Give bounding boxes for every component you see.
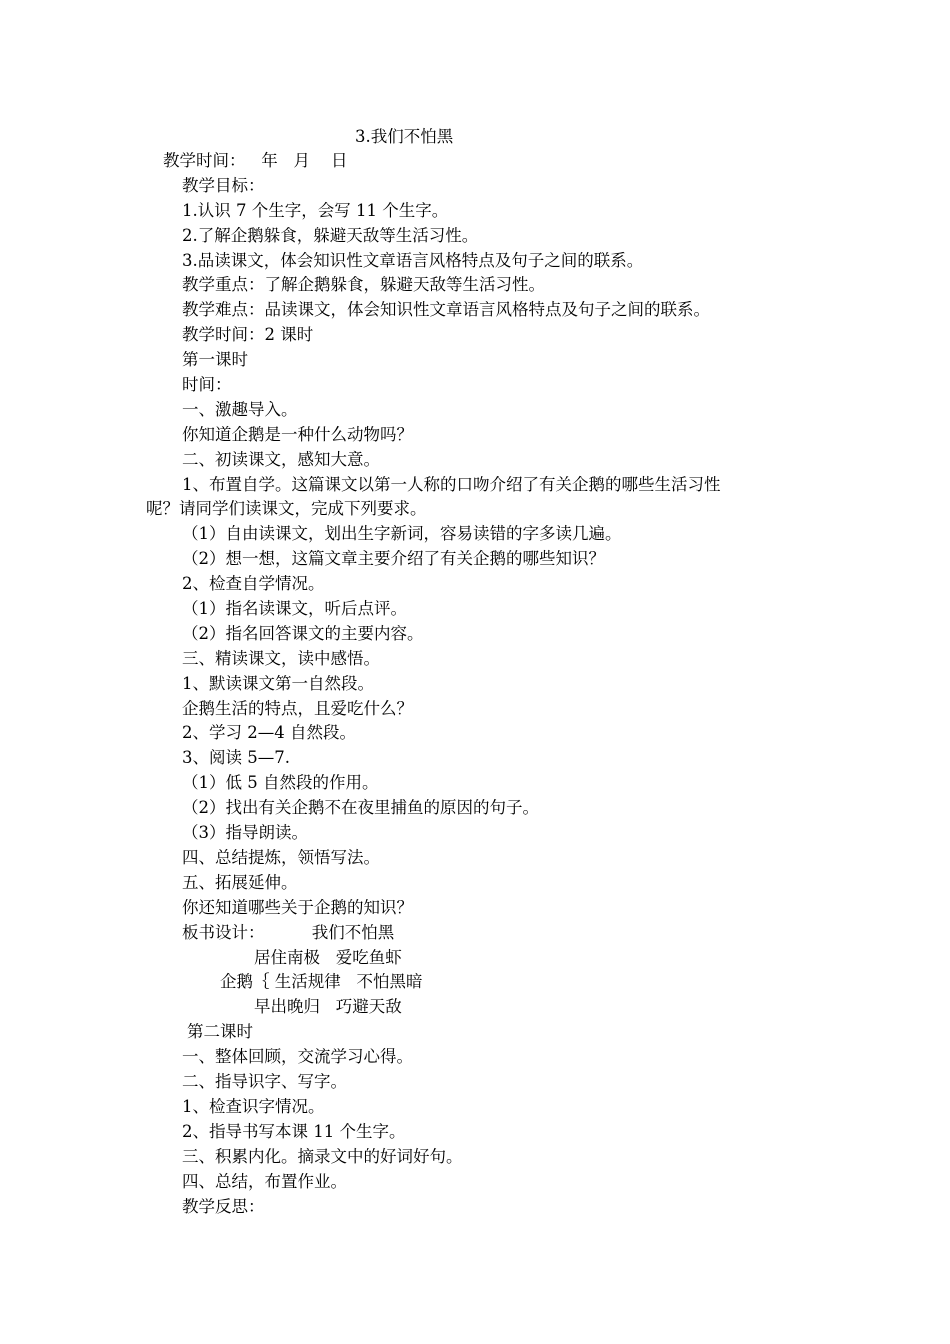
paragraph-line: 你还知道哪些关于企鹅的知识？ (182, 898, 413, 917)
key-points: 教学重点：了解企鹅躲食，躲避天敌等生活习性。 (182, 275, 545, 294)
board-design-row: 早出晚归 巧避天敌 (254, 997, 402, 1016)
paragraph-line: 企鹅生活的特点，且爱吃什么？ (182, 699, 413, 718)
paragraph-line: 你知道企鹅是一种什么动物吗？ (182, 425, 413, 444)
section-heading: 一、整体回顾，交流学习心得。 (182, 1047, 413, 1066)
list-item: （1）指名读课文，听后点评。 (182, 599, 407, 618)
paragraph-line: 3、阅读 5—7. (182, 748, 290, 767)
list-item: （2）指名回答课文的主要内容。 (182, 624, 424, 643)
board-design-row: 企鹅｛ 生活规律 不怕黑暗 (220, 972, 423, 991)
difficult-points: 教学难点：品读课文，体会知识性文章语言风格特点及句子之间的联系。 (182, 300, 710, 319)
list-item: （1）低 5 自然段的作用。 (182, 773, 379, 792)
lesson-2-heading: 第二课时 (187, 1022, 253, 1041)
objective-3: 3.品读课文，体会知识性文章语言风格特点及句子之间的联系。 (182, 251, 644, 270)
board-design-row: 居住南极 爱吃鱼虾 (254, 948, 402, 967)
section-heading: 二、指导识字、写字。 (182, 1072, 347, 1091)
section-heading: 三、精读课文，读中感悟。 (182, 649, 380, 668)
lesson-1-heading: 第一课时 (182, 350, 248, 369)
section-heading: 四、总结提炼，领悟写法。 (182, 848, 380, 867)
section-heading: 三、积累内化。摘录文中的好词好句。 (182, 1147, 463, 1166)
objectives-heading: 教学目标： (182, 176, 265, 195)
document-title: 3.我们不怕黑 (355, 127, 454, 146)
list-item: （2）想一想，这篇文章主要介绍了有关企鹅的哪些知识？ (182, 549, 605, 568)
paragraph-line: 呢？请同学们读课文，完成下列要求。 (146, 499, 427, 518)
teaching-date-line: 教学时间： 年 月 日 (163, 151, 348, 170)
section-heading: 一、激趣导入。 (182, 400, 298, 419)
paragraph-line: 2、学习 2—4 自然段。 (182, 723, 356, 742)
reflection-heading: 教学反思： (182, 1197, 265, 1216)
board-design-heading: 板书设计： 我们不怕黑 (182, 923, 395, 942)
paragraph-line: 2、指导书写本课 11 个生字。 (182, 1122, 406, 1141)
section-heading: 四、总结，布置作业。 (182, 1172, 347, 1191)
paragraph-line: 1、检查识字情况。 (182, 1097, 325, 1116)
lesson-1-time: 时间： (182, 375, 232, 394)
section-heading: 二、初读课文，感知大意。 (182, 450, 380, 469)
list-item: （2）找出有关企鹅不在夜里捕鱼的原因的句子。 (182, 798, 539, 817)
paragraph-line: 1、默读课文第一自然段。 (182, 674, 374, 693)
list-item: （3）指导朗读。 (182, 823, 308, 842)
list-item: （1）自由读课文，划出生字新词，容易读错的字多读几遍。 (182, 524, 622, 543)
objective-1: 1.认识 7 个生字，会写 11 个生字。 (182, 201, 449, 220)
section-heading: 五、拓展延伸。 (182, 873, 298, 892)
paragraph-line: 1、布置自学。这篇课文以第一人称的口吻介绍了有关企鹅的哪些生活习性 (182, 475, 721, 494)
paragraph-line: 2、检查自学情况。 (182, 574, 325, 593)
objective-2: 2.了解企鹅躲食，躲避天敌等生活习性。 (182, 226, 479, 245)
class-hours: 教学时间：2 课时 (182, 325, 314, 344)
